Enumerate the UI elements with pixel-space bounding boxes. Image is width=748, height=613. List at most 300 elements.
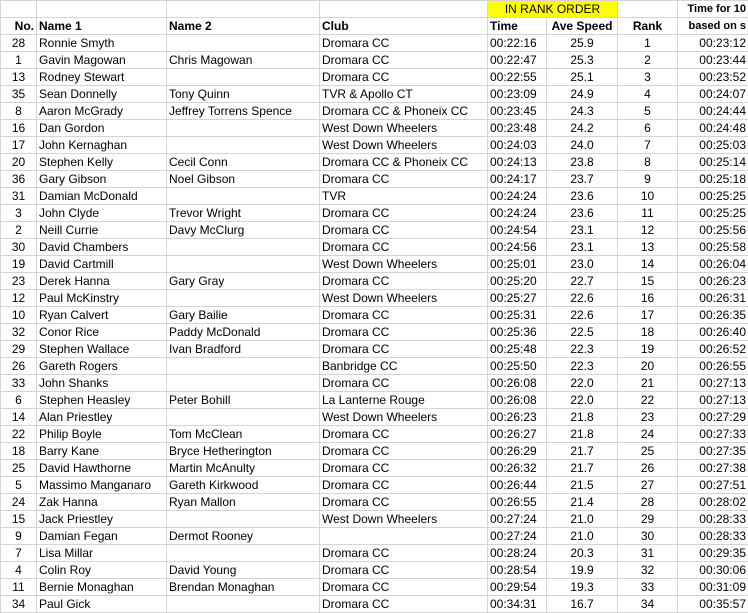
cell-name2[interactable] xyxy=(167,409,320,426)
cell-name2[interactable] xyxy=(167,256,320,273)
cell-club[interactable]: Dromara CC xyxy=(320,579,488,596)
cell-club[interactable]: Dromara CC xyxy=(320,494,488,511)
cell-t10[interactable]: 00:25:18 xyxy=(678,171,748,188)
cell-rank[interactable]: 30 xyxy=(618,528,678,545)
table-row xyxy=(1,103,748,120)
cell-t10[interactable]: 00:27:13 xyxy=(678,375,748,392)
cell-rank[interactable]: 19 xyxy=(618,341,678,358)
cell-no[interactable]: 22 xyxy=(1,426,37,443)
cell-speed[interactable]: 19.3 xyxy=(547,579,618,596)
cell-rank[interactable]: 21 xyxy=(618,375,678,392)
cell-time[interactable]: 00:34:31 xyxy=(488,596,547,613)
cell-speed[interactable]: 24.9 xyxy=(547,86,618,103)
cell-time[interactable]: 00:25:36 xyxy=(488,324,547,341)
cell-speed[interactable]: 21.0 xyxy=(547,528,618,545)
cell-no[interactable]: 24 xyxy=(1,494,37,511)
cell-no[interactable]: 16 xyxy=(1,120,37,137)
cell-time[interactable]: 00:26:23 xyxy=(488,409,547,426)
table-row xyxy=(1,205,748,222)
cell-t10[interactable]: 00:27:33 xyxy=(678,426,748,443)
cell-name2[interactable]: Martin McAnulty xyxy=(167,460,320,477)
cell-name2[interactable]: Bryce Hetherington xyxy=(167,443,320,460)
cell-name2[interactable] xyxy=(167,35,320,52)
cell-no[interactable]: 18 xyxy=(1,443,37,460)
cell-no[interactable]: 1 xyxy=(1,52,37,69)
cell-club[interactable]: Dromara CC xyxy=(320,52,488,69)
cell-t10[interactable]: 00:27:51 xyxy=(678,477,748,494)
cell-t10[interactable]: 00:25:56 xyxy=(678,222,748,239)
cell-name2[interactable] xyxy=(167,596,320,613)
cell-time[interactable]: 00:25:48 xyxy=(488,341,547,358)
cell-no[interactable]: 9 xyxy=(1,528,37,545)
cell-speed[interactable]: 23.0 xyxy=(547,256,618,273)
cell-t10[interactable]: 00:23:12 xyxy=(678,35,748,52)
cell-no[interactable]: 11 xyxy=(1,579,37,596)
cell-rank[interactable]: 2 xyxy=(618,52,678,69)
cell-name1[interactable]: Damian McDonald xyxy=(37,188,167,205)
cell-club[interactable]: Dromara CC xyxy=(320,69,488,86)
cell-club[interactable]: West Down Wheelers xyxy=(320,409,488,426)
cell-name1[interactable]: Conor Rice xyxy=(37,324,167,341)
cell-club[interactable]: Banbridge CC xyxy=(320,358,488,375)
cell-time[interactable]: 00:28:24 xyxy=(488,545,547,562)
cell-speed[interactable]: 21.4 xyxy=(547,494,618,511)
cell-speed[interactable]: 21.7 xyxy=(547,460,618,477)
cell-club[interactable] xyxy=(320,528,488,545)
cell-name1[interactable]: Dan Gordon xyxy=(37,120,167,137)
cell-t10[interactable]: 00:25:14 xyxy=(678,154,748,171)
table-row xyxy=(1,443,748,460)
cell-time[interactable]: 00:22:47 xyxy=(488,52,547,69)
cell-no[interactable]: 36 xyxy=(1,171,37,188)
table-row xyxy=(1,324,748,341)
table-row xyxy=(1,35,748,52)
cell-name1[interactable]: John Clyde xyxy=(37,205,167,222)
col-header-speed[interactable]: Ave Speed xyxy=(547,18,618,35)
cell-t10[interactable]: 00:26:40 xyxy=(678,324,748,341)
cell-rank[interactable]: 8 xyxy=(618,154,678,171)
cell-speed[interactable]: 22.3 xyxy=(547,358,618,375)
cell-name2[interactable] xyxy=(167,290,320,307)
table-row xyxy=(1,137,748,154)
cell-name2[interactable]: Gary Gray xyxy=(167,273,320,290)
table-row xyxy=(1,86,748,103)
cell-speed[interactable]: 22.0 xyxy=(547,375,618,392)
cell-name1[interactable]: Zak Hanna xyxy=(37,494,167,511)
cell-time[interactable]: 00:26:32 xyxy=(488,460,547,477)
cell-name2[interactable] xyxy=(167,511,320,528)
cell-speed[interactable]: 16.7 xyxy=(547,596,618,613)
cell-time[interactable]: 00:23:45 xyxy=(488,103,547,120)
cell-name1[interactable]: David Chambers xyxy=(37,239,167,256)
cell-club[interactable]: Dromara CC xyxy=(320,477,488,494)
cell-name2[interactable] xyxy=(167,375,320,392)
cell-rank[interactable]: 13 xyxy=(618,239,678,256)
cell-t10[interactable]: 00:25:25 xyxy=(678,188,748,205)
cell-no[interactable]: 25 xyxy=(1,460,37,477)
cell-t10[interactable]: 00:26:35 xyxy=(678,307,748,324)
cell-rank[interactable]: 29 xyxy=(618,511,678,528)
cell-t10[interactable]: 00:26:52 xyxy=(678,341,748,358)
cell-club[interactable]: Dromara CC xyxy=(320,273,488,290)
cell-name2[interactable] xyxy=(167,188,320,205)
col-header-name2[interactable]: Name 2 xyxy=(167,18,320,35)
cell-speed[interactable]: 22.0 xyxy=(547,392,618,409)
cell-speed[interactable]: 21.0 xyxy=(547,511,618,528)
cell-time[interactable]: 00:26:29 xyxy=(488,443,547,460)
cell-no[interactable]: 29 xyxy=(1,341,37,358)
cell-time[interactable]: 00:25:01 xyxy=(488,256,547,273)
cell-speed[interactable]: 25.3 xyxy=(547,52,618,69)
cell-rank[interactable]: 27 xyxy=(618,477,678,494)
cell-time[interactable]: 00:28:54 xyxy=(488,562,547,579)
cell-speed[interactable]: 23.8 xyxy=(547,154,618,171)
cell-rank[interactable]: 15 xyxy=(618,273,678,290)
cell-name1[interactable]: David Hawthorne xyxy=(37,460,167,477)
cell-no[interactable]: 17 xyxy=(1,137,37,154)
cell-t10[interactable]: 00:24:07 xyxy=(678,86,748,103)
cell-rank[interactable]: 23 xyxy=(618,409,678,426)
cell-club[interactable]: Dromara CC xyxy=(320,426,488,443)
cell-t10[interactable]: 00:24:48 xyxy=(678,120,748,137)
cell-name1[interactable]: John Kernaghan xyxy=(37,137,167,154)
cell-time[interactable]: 00:29:54 xyxy=(488,579,547,596)
table-row xyxy=(1,375,748,392)
cell-club[interactable]: Dromara CC xyxy=(320,460,488,477)
cell-no[interactable]: 35 xyxy=(1,86,37,103)
cell-name1[interactable]: John Shanks xyxy=(37,375,167,392)
cell-t10[interactable]: 00:28:33 xyxy=(678,528,748,545)
cell-time[interactable]: 00:26:08 xyxy=(488,392,547,409)
cell-t10[interactable]: 00:28:02 xyxy=(678,494,748,511)
cell-club[interactable]: Dromara CC xyxy=(320,307,488,324)
cell-name1[interactable]: Damian Fegan xyxy=(37,528,167,545)
cell-no[interactable]: 12 xyxy=(1,290,37,307)
time-note-2[interactable]: based on s xyxy=(678,18,748,35)
cell-name2[interactable]: Noel Gibson xyxy=(167,171,320,188)
cell-speed[interactable]: 23.1 xyxy=(547,222,618,239)
table-row xyxy=(1,188,748,205)
cell-name2[interactable] xyxy=(167,545,320,562)
cell-name1[interactable]: Lisa Millar xyxy=(37,545,167,562)
cell-rank[interactable]: 7 xyxy=(618,137,678,154)
cell-t10[interactable]: 00:25:03 xyxy=(678,137,748,154)
cell-t10[interactable]: 00:25:25 xyxy=(678,205,748,222)
cell-club[interactable]: West Down Wheelers xyxy=(320,120,488,137)
cell-name1[interactable]: Barry Kane xyxy=(37,443,167,460)
cell-no[interactable]: 13 xyxy=(1,69,37,86)
cell-no[interactable]: 2 xyxy=(1,222,37,239)
cell-name2[interactable]: Cecil Conn xyxy=(167,154,320,171)
cell-speed[interactable]: 20.3 xyxy=(547,545,618,562)
cell-speed[interactable]: 21.8 xyxy=(547,409,618,426)
cell-club[interactable]: Dromara CC xyxy=(320,324,488,341)
col-header-no[interactable]: No. xyxy=(1,18,37,35)
cell-t10[interactable]: 00:28:33 xyxy=(678,511,748,528)
cell-t10[interactable]: 00:35:57 xyxy=(678,596,748,613)
cell-time[interactable]: 00:25:50 xyxy=(488,358,547,375)
cell-name2[interactable]: Gary Bailie xyxy=(167,307,320,324)
cell-time[interactable]: 00:22:55 xyxy=(488,69,547,86)
cell-t10[interactable]: 00:27:29 xyxy=(678,409,748,426)
cell-t10[interactable]: 00:26:04 xyxy=(678,256,748,273)
cell-club[interactable]: Dromara CC xyxy=(320,375,488,392)
cell-club[interactable]: TVR & Apollo CT xyxy=(320,86,488,103)
cell-no[interactable]: 7 xyxy=(1,545,37,562)
cell-name1[interactable]: Neill Currie xyxy=(37,222,167,239)
cell-name2[interactable]: Paddy McDonald xyxy=(167,324,320,341)
table-row xyxy=(1,358,748,375)
cell-speed[interactable]: 25.9 xyxy=(547,35,618,52)
table-row xyxy=(1,494,748,511)
cell-club[interactable]: TVR xyxy=(320,188,488,205)
cell-rank[interactable]: 28 xyxy=(618,494,678,511)
cell-rank[interactable]: 11 xyxy=(618,205,678,222)
cell-rank[interactable]: 4 xyxy=(618,86,678,103)
cell-name2[interactable]: Ivan Bradford xyxy=(167,341,320,358)
cell-no[interactable]: 6 xyxy=(1,392,37,409)
table-row xyxy=(1,273,748,290)
cell-name1[interactable]: Jack Priestley xyxy=(37,511,167,528)
cell-no[interactable]: 26 xyxy=(1,358,37,375)
cell-speed[interactable]: 24.3 xyxy=(547,103,618,120)
cell-time[interactable]: 00:25:31 xyxy=(488,307,547,324)
cell-name1[interactable]: Derek Hanna xyxy=(37,273,167,290)
cell-no[interactable]: 15 xyxy=(1,511,37,528)
cell-name2[interactable] xyxy=(167,239,320,256)
cell-time[interactable]: 00:27:24 xyxy=(488,511,547,528)
cell-time[interactable]: 00:22:16 xyxy=(488,35,547,52)
cell-speed[interactable]: 23.1 xyxy=(547,239,618,256)
cell-speed[interactable]: 22.7 xyxy=(547,273,618,290)
cell-name2[interactable]: Jeffrey Torrens Spence xyxy=(167,103,320,120)
cell-name2[interactable]: Trevor Wright xyxy=(167,205,320,222)
cell-club[interactable]: West Down Wheelers xyxy=(320,137,488,154)
cell-no[interactable]: 31 xyxy=(1,188,37,205)
cell-time[interactable]: 00:24:03 xyxy=(488,137,547,154)
table-row xyxy=(1,579,748,596)
cell-rank[interactable]: 33 xyxy=(618,579,678,596)
cell-time[interactable]: 00:24:24 xyxy=(488,188,547,205)
cell-time[interactable]: 00:26:27 xyxy=(488,426,547,443)
cell-speed[interactable]: 21.7 xyxy=(547,443,618,460)
cell-speed[interactable]: 25.1 xyxy=(547,69,618,86)
cell-time[interactable]: 00:24:56 xyxy=(488,239,547,256)
cell-no[interactable]: 34 xyxy=(1,596,37,613)
cell-no[interactable]: 30 xyxy=(1,239,37,256)
cell-rank[interactable]: 31 xyxy=(618,545,678,562)
cell-t10[interactable]: 00:31:09 xyxy=(678,579,748,596)
cell-no[interactable]: 23 xyxy=(1,273,37,290)
cell-club[interactable]: Dromara CC & Phoneix CC xyxy=(320,154,488,171)
cell-club[interactable]: West Down Wheelers xyxy=(320,256,488,273)
cell-no[interactable]: 33 xyxy=(1,375,37,392)
cell-speed[interactable]: 23.6 xyxy=(547,205,618,222)
table-row xyxy=(1,120,748,137)
cell-club[interactable]: Dromara CC & Phoneix CC xyxy=(320,103,488,120)
cell-name2[interactable]: Ryan Mallon xyxy=(167,494,320,511)
cell-rank[interactable]: 18 xyxy=(618,324,678,341)
cell-time[interactable]: 00:23:48 xyxy=(488,120,547,137)
cell-club[interactable]: La Lanterne Rouge xyxy=(320,392,488,409)
col-header-time[interactable]: Time xyxy=(488,18,547,35)
cell-time[interactable]: 00:25:20 xyxy=(488,273,547,290)
cell-rank[interactable]: 6 xyxy=(618,120,678,137)
cell-name2[interactable]: David Young xyxy=(167,562,320,579)
cell-no[interactable]: 4 xyxy=(1,562,37,579)
cell-club[interactable]: Dromara CC xyxy=(320,35,488,52)
cell-rank[interactable]: 12 xyxy=(618,222,678,239)
cell-speed[interactable]: 24.2 xyxy=(547,120,618,137)
cell-name2[interactable]: Dermot Rooney xyxy=(167,528,320,545)
cell-t10[interactable]: 00:23:44 xyxy=(678,52,748,69)
cell-club[interactable]: Dromara CC xyxy=(320,596,488,613)
col-header-club[interactable]: Club xyxy=(320,18,488,35)
cell-name2[interactable]: Peter Bohill xyxy=(167,392,320,409)
table-row xyxy=(1,511,748,528)
time-note-1[interactable]: Time for 10 xyxy=(678,1,748,18)
cell-time[interactable]: 00:24:24 xyxy=(488,205,547,222)
cell-club[interactable]: Dromara CC xyxy=(320,545,488,562)
cell-time[interactable]: 00:23:09 xyxy=(488,86,547,103)
cell-club[interactable]: Dromara CC xyxy=(320,171,488,188)
cell-name1[interactable]: Colin Roy xyxy=(37,562,167,579)
cell-name1[interactable]: Ronnie Smyth xyxy=(37,35,167,52)
cell-name1[interactable]: Paul Gick xyxy=(37,596,167,613)
cell-rank[interactable]: 25 xyxy=(618,443,678,460)
cell-name1[interactable]: Gary Gibson xyxy=(37,171,167,188)
cell-name2[interactable]: Chris Magowan xyxy=(167,52,320,69)
cell-rank[interactable]: 17 xyxy=(618,307,678,324)
table-row xyxy=(1,409,748,426)
cell-speed[interactable]: 23.6 xyxy=(547,188,618,205)
cell-no[interactable]: 5 xyxy=(1,477,37,494)
cell-rank[interactable]: 22 xyxy=(618,392,678,409)
cell-t10[interactable]: 00:26:55 xyxy=(678,358,748,375)
cell-speed[interactable]: 22.5 xyxy=(547,324,618,341)
cell-rank[interactable]: 20 xyxy=(618,358,678,375)
col-header-name1[interactable]: Name 1 xyxy=(37,18,167,35)
cell-name1[interactable]: Ryan Calvert xyxy=(37,307,167,324)
cell-time[interactable]: 00:26:44 xyxy=(488,477,547,494)
cell-club[interactable]: Dromara CC xyxy=(320,341,488,358)
cell-time[interactable]: 00:24:54 xyxy=(488,222,547,239)
table-row xyxy=(1,52,748,69)
cell-t10[interactable]: 00:25:58 xyxy=(678,239,748,256)
cell-name1[interactable]: Gareth Rogers xyxy=(37,358,167,375)
cell-t10[interactable]: 00:23:52 xyxy=(678,69,748,86)
cell-t10[interactable]: 00:27:35 xyxy=(678,443,748,460)
cell-name2[interactable]: Tony Quinn xyxy=(167,86,320,103)
cell-name2[interactable]: Gareth Kirkwood xyxy=(167,477,320,494)
cell-rank[interactable]: 14 xyxy=(618,256,678,273)
cell-rank[interactable]: 9 xyxy=(618,171,678,188)
cell-name2[interactable] xyxy=(167,120,320,137)
cell-time[interactable]: 00:25:27 xyxy=(488,290,547,307)
cell-club[interactable]: Dromara CC xyxy=(320,239,488,256)
cell-t10[interactable]: 00:26:31 xyxy=(678,290,748,307)
cell-time[interactable]: 00:24:13 xyxy=(488,154,547,171)
cell-name1[interactable]: Stephen Kelly xyxy=(37,154,167,171)
cell-t10[interactable]: 00:29:35 xyxy=(678,545,748,562)
table-row xyxy=(1,426,748,443)
cell-speed[interactable]: 21.5 xyxy=(547,477,618,494)
cell-speed[interactable]: 21.8 xyxy=(547,426,618,443)
cell-speed[interactable]: 22.6 xyxy=(547,290,618,307)
cell-name1[interactable]: Massimo Manganaro xyxy=(37,477,167,494)
cell-rank[interactable]: 3 xyxy=(618,69,678,86)
cell-speed[interactable]: 22.6 xyxy=(547,307,618,324)
cell-no[interactable]: 10 xyxy=(1,307,37,324)
cell-no[interactable]: 28 xyxy=(1,35,37,52)
cell-name1[interactable]: Alan Priestley xyxy=(37,409,167,426)
cell-t10[interactable]: 00:24:44 xyxy=(678,103,748,120)
cell-time[interactable]: 00:26:08 xyxy=(488,375,547,392)
cell-name1[interactable]: Paul McKinstry xyxy=(37,290,167,307)
cell-name2[interactable] xyxy=(167,69,320,86)
cell-rank[interactable]: 24 xyxy=(618,426,678,443)
cell-name1[interactable]: Sean Donnelly xyxy=(37,86,167,103)
cell-club[interactable]: Dromara CC xyxy=(320,222,488,239)
cell-club[interactable]: West Down Wheelers xyxy=(320,290,488,307)
cell-name1[interactable]: Gavin Magowan xyxy=(37,52,167,69)
cell-rank[interactable]: 32 xyxy=(618,562,678,579)
cell-name1[interactable]: Philip Boyle xyxy=(37,426,167,443)
cell-speed[interactable]: 22.3 xyxy=(547,341,618,358)
cell-name2[interactable] xyxy=(167,358,320,375)
cell-no[interactable]: 32 xyxy=(1,324,37,341)
cell-rank[interactable]: 34 xyxy=(618,596,678,613)
cell-no[interactable]: 3 xyxy=(1,205,37,222)
cell-no[interactable]: 19 xyxy=(1,256,37,273)
cell-no[interactable]: 20 xyxy=(1,154,37,171)
cell-t10[interactable]: 00:27:38 xyxy=(678,460,748,477)
cell-club[interactable]: Dromara CC xyxy=(320,205,488,222)
cell-t10[interactable]: 00:30:06 xyxy=(678,562,748,579)
cell-name1[interactable]: Stephen Wallace xyxy=(37,341,167,358)
cell-t10[interactable]: 00:26:23 xyxy=(678,273,748,290)
cell-name2[interactable]: Tom McClean xyxy=(167,426,320,443)
cell-name1[interactable]: David Cartmill xyxy=(37,256,167,273)
cell-name2[interactable]: Brendan Monaghan xyxy=(167,579,320,596)
cell-name1[interactable]: Rodney Stewart xyxy=(37,69,167,86)
cell-name1[interactable]: Aaron McGrady xyxy=(37,103,167,120)
cell-rank[interactable]: 10 xyxy=(618,188,678,205)
cell-rank[interactable]: 1 xyxy=(618,35,678,52)
cell-speed[interactable]: 23.7 xyxy=(547,171,618,188)
cell-rank[interactable]: 5 xyxy=(618,103,678,120)
cell-time[interactable]: 00:26:55 xyxy=(488,494,547,511)
cell-speed[interactable]: 19.9 xyxy=(547,562,618,579)
cell-rank[interactable]: 26 xyxy=(618,460,678,477)
cell-name2[interactable]: Davy McClurg xyxy=(167,222,320,239)
cell-t10[interactable]: 00:27:13 xyxy=(678,392,748,409)
cell-time[interactable]: 00:27:24 xyxy=(488,528,547,545)
cell-no[interactable]: 8 xyxy=(1,103,37,120)
rank-order-banner[interactable]: IN RANK ORDER xyxy=(488,1,618,18)
cell-no[interactable]: 14 xyxy=(1,409,37,426)
cell-name1[interactable]: Bernie Monaghan xyxy=(37,579,167,596)
cell-club[interactable]: Dromara CC xyxy=(320,562,488,579)
cell-name2[interactable] xyxy=(167,137,320,154)
cell-name1[interactable]: Stephen Heasley xyxy=(37,392,167,409)
cell-club[interactable]: West Down Wheelers xyxy=(320,511,488,528)
col-header-rank[interactable]: Rank xyxy=(618,18,678,35)
cell-time[interactable]: 00:24:17 xyxy=(488,171,547,188)
cell-speed[interactable]: 24.0 xyxy=(547,137,618,154)
cell-rank[interactable]: 16 xyxy=(618,290,678,307)
cell-club[interactable]: Dromara CC xyxy=(320,443,488,460)
